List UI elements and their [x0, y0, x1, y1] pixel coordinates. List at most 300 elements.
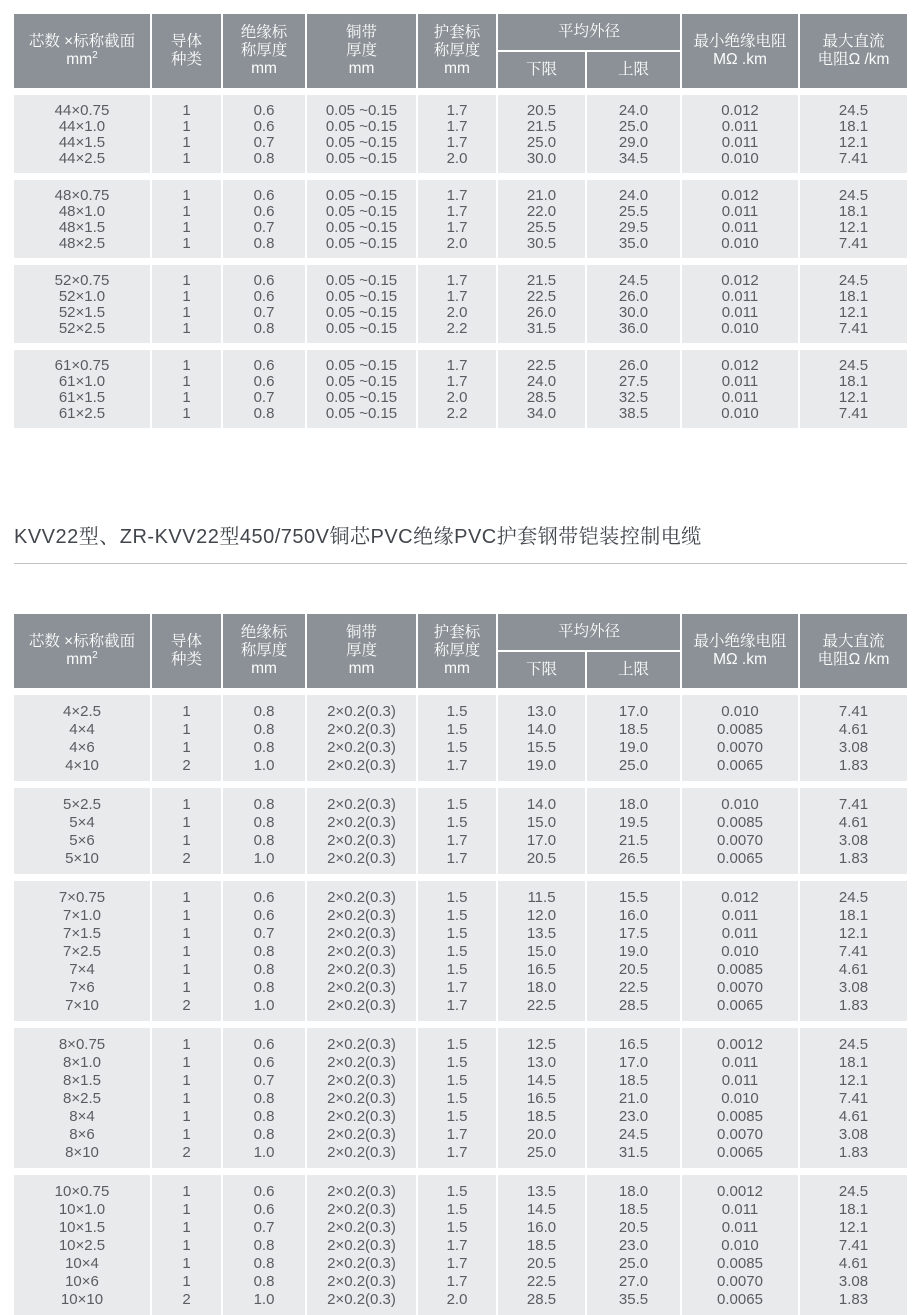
table-cell: 1 — [152, 813, 221, 831]
table-cell: 12.1 — [800, 304, 907, 320]
header-od-upper-limit: 上限 — [587, 652, 680, 688]
table-cell: 4×4 — [14, 720, 150, 738]
table-cell: 28.5 — [498, 1290, 585, 1315]
table-cell: 2×0.2(0.3) — [307, 942, 416, 960]
table-cell: 18.1 — [800, 203, 907, 219]
table-cell: 0.011 — [682, 203, 798, 219]
table-block — [14, 788, 907, 874]
table-cell: 2×0.2(0.3) — [307, 978, 416, 996]
table-cell: 0.0085 — [682, 1254, 798, 1272]
table-cell: 8×1.0 — [14, 1053, 150, 1071]
table-cell: 0.6 — [223, 1053, 305, 1071]
table-cell: 0.8 — [223, 1236, 305, 1254]
table-cell: 48×1.5 — [14, 219, 150, 235]
table-cell: 1.5 — [418, 906, 496, 924]
table-cell: 1.5 — [418, 788, 496, 813]
table-cell: 1.83 — [800, 996, 907, 1021]
table-cell: 7.41 — [800, 235, 907, 258]
table-cell: 30.5 — [498, 235, 585, 258]
table-cell: 0.05 ~0.15 — [307, 320, 416, 343]
table-cell: 0.0085 — [682, 960, 798, 978]
table-cell: 0.011 — [682, 1053, 798, 1071]
table-cell: 1.7 — [418, 1272, 496, 1290]
table-cell: 0.6 — [223, 1200, 305, 1218]
table-cell: 1.7 — [418, 134, 496, 150]
table-cell: 22.5 — [498, 288, 585, 304]
table-cell: 28.5 — [498, 389, 585, 405]
table-cell: 7.41 — [800, 1236, 907, 1254]
table-cell: 1 — [152, 288, 221, 304]
table-cell: 2×0.2(0.3) — [307, 756, 416, 781]
table-cell: 2×0.2(0.3) — [307, 813, 416, 831]
table-cell: 0.010 — [682, 788, 798, 813]
table-cell: 25.5 — [587, 203, 680, 219]
table-cell: 4.61 — [800, 813, 907, 831]
table-block — [14, 1028, 907, 1168]
table-cell: 0.011 — [682, 288, 798, 304]
table-cell: 24.5 — [800, 350, 907, 373]
table-cell: 0.6 — [223, 288, 305, 304]
table-cell: 12.5 — [498, 1028, 585, 1053]
table-cell: 31.5 — [587, 1143, 680, 1168]
table-cell: 2×0.2(0.3) — [307, 1125, 416, 1143]
table-cell: 18.0 — [498, 978, 585, 996]
table-cell: 18.1 — [800, 1053, 907, 1071]
table-cell: 2×0.2(0.3) — [307, 788, 416, 813]
table-cell: 0.6 — [223, 881, 305, 906]
table-cell: 13.0 — [498, 1053, 585, 1071]
table-cell: 24.5 — [800, 1028, 907, 1053]
header-max-dc-resistance: 最大直流 电阻Ω /km — [800, 14, 907, 88]
table-cell: 1 — [152, 695, 221, 720]
table-cell: 12.1 — [800, 924, 907, 942]
table-cell: 28.5 — [587, 996, 680, 1021]
table-cell: 0.7 — [223, 304, 305, 320]
table-cell: 35.0 — [587, 235, 680, 258]
header-conductor-type: 导体 种类 — [152, 14, 221, 88]
divider — [14, 563, 907, 564]
table-cell: 34.5 — [587, 150, 680, 173]
table-cell: 1 — [152, 265, 221, 288]
table-cell: 0.011 — [682, 1071, 798, 1089]
table-cell: 2 — [152, 849, 221, 874]
table-cell: 12.1 — [800, 389, 907, 405]
table-cell: 1.5 — [418, 1200, 496, 1218]
table-cell: 1 — [152, 942, 221, 960]
table-cell: 0.8 — [223, 1107, 305, 1125]
table-body — [14, 95, 907, 428]
table-cell: 1 — [152, 738, 221, 756]
table-block — [14, 1175, 907, 1315]
table-cell: 11.5 — [498, 881, 585, 906]
table-cell: 0.7 — [223, 1218, 305, 1236]
table-cell: 1.7 — [418, 1236, 496, 1254]
table-cell: 24.5 — [800, 881, 907, 906]
table-cell: 1.7 — [418, 180, 496, 203]
table-cell: 1.0 — [223, 756, 305, 781]
table-cell: 0.7 — [223, 1071, 305, 1089]
table-cell: 1 — [152, 1071, 221, 1089]
header-conductor-type: 导体 种类 — [152, 614, 221, 688]
table-cell: 2×0.2(0.3) — [307, 695, 416, 720]
table-cell: 2×0.2(0.3) — [307, 1290, 416, 1315]
table-cell: 1.7 — [418, 1125, 496, 1143]
table-cell: 24.0 — [587, 95, 680, 118]
table-cell: 1 — [152, 881, 221, 906]
table-cell: 4.61 — [800, 720, 907, 738]
table-cell: 1 — [152, 134, 221, 150]
table-cell: 2×0.2(0.3) — [307, 1218, 416, 1236]
spec-table-kvv22-armoured — [14, 614, 907, 1315]
table-cell: 1 — [152, 906, 221, 924]
table-cell: 18.5 — [498, 1107, 585, 1125]
table-cell: 0.0065 — [682, 1143, 798, 1168]
table-cell: 16.5 — [587, 1028, 680, 1053]
table-cell: 29.5 — [587, 219, 680, 235]
table-cell: 0.0085 — [682, 720, 798, 738]
table-cell: 12.0 — [498, 906, 585, 924]
table-cell: 0.012 — [682, 95, 798, 118]
table-cell: 0.010 — [682, 150, 798, 173]
table-cell: 2×0.2(0.3) — [307, 1107, 416, 1125]
table-cell: 0.011 — [682, 1218, 798, 1236]
table-cell: 2.0 — [418, 304, 496, 320]
table-cell: 25.0 — [587, 118, 680, 134]
table-cell: 1.5 — [418, 881, 496, 906]
header-min-insulation-resistance: 最小绝缘电阻 MΩ .km — [682, 14, 798, 88]
table-cell: 0.6 — [223, 373, 305, 389]
table-cell: 0.010 — [682, 942, 798, 960]
table-cell: 2×0.2(0.3) — [307, 1071, 416, 1089]
header-core-section: 芯数 ×标称截面 $mm^2$ — [14, 614, 150, 688]
table-cell: 17.0 — [587, 695, 680, 720]
table-cell: 1.5 — [418, 695, 496, 720]
table-cell: 19.5 — [587, 813, 680, 831]
table-cell: 1.0 — [223, 849, 305, 874]
table-cell: 1 — [152, 924, 221, 942]
header-max-dc-resistance: 最大直流 电阻Ω /km — [800, 614, 907, 688]
table-cell: 61×2.5 — [14, 405, 150, 428]
table-cell: 22.0 — [498, 203, 585, 219]
table-cell: 7.41 — [800, 942, 907, 960]
table-cell: 1.7 — [418, 203, 496, 219]
table-cell: 48×1.0 — [14, 203, 150, 219]
table-cell: 1.7 — [418, 756, 496, 781]
table-cell: 1 — [152, 150, 221, 173]
table-cell: 0.6 — [223, 180, 305, 203]
table-cell: 0.6 — [223, 350, 305, 373]
header-core-line1: 芯数 ×标称截面 — [28, 33, 136, 51]
table-cell: 4.61 — [800, 1254, 907, 1272]
table-cell: 5×6 — [14, 831, 150, 849]
table-cell: 22.5 — [587, 978, 680, 996]
table-cell: 1.5 — [418, 720, 496, 738]
table-cell: 21.5 — [587, 831, 680, 849]
table-cell: 2.2 — [418, 320, 496, 343]
header-od-upper-limit: 上限 — [587, 52, 680, 88]
table-cell: 48×2.5 — [14, 235, 150, 258]
table-cell: 1 — [152, 1053, 221, 1071]
table-cell: 2×0.2(0.3) — [307, 1028, 416, 1053]
table-cell: 4×2.5 — [14, 695, 150, 720]
table-cell: 0.7 — [223, 389, 305, 405]
table-cell: 0.8 — [223, 405, 305, 428]
table-cell: 10×0.75 — [14, 1175, 150, 1200]
header-copper-tape-thickness: 铜带 厚度 mm — [307, 614, 416, 688]
table-cell: 14.5 — [498, 1071, 585, 1089]
table-cell: 1.7 — [418, 849, 496, 874]
header-min-insulation-resistance: 最小绝缘电阻 MΩ .km — [682, 614, 798, 688]
table-cell: 0.011 — [682, 304, 798, 320]
table-cell: 1 — [152, 1089, 221, 1107]
table-cell: 1.5 — [418, 942, 496, 960]
table-cell: 1.7 — [418, 219, 496, 235]
table-cell: 25.5 — [498, 219, 585, 235]
table-cell: 27.5 — [587, 373, 680, 389]
table-cell: 1.5 — [418, 924, 496, 942]
table-cell: 0.8 — [223, 1125, 305, 1143]
table-cell: 1 — [152, 831, 221, 849]
table-cell: 2.0 — [418, 150, 496, 173]
table-cell: 1 — [152, 180, 221, 203]
table-cell: 14.5 — [498, 1200, 585, 1218]
table-cell: 0.0065 — [682, 1290, 798, 1315]
table-cell: 2×0.2(0.3) — [307, 996, 416, 1021]
table-cell: 4×10 — [14, 756, 150, 781]
table-cell: 0.6 — [223, 203, 305, 219]
table-cell: 3.08 — [800, 1125, 907, 1143]
table-cell: 0.05 ~0.15 — [307, 288, 416, 304]
table-cell: 7.41 — [800, 1089, 907, 1107]
header-sheath-thickness: 护套标 称厚度 mm — [418, 14, 496, 88]
table-cell: 1 — [152, 219, 221, 235]
table-cell: 2×0.2(0.3) — [307, 1053, 416, 1071]
table-cell: 8×1.5 — [14, 1071, 150, 1089]
table-cell: 2.0 — [418, 1290, 496, 1315]
table-cell: 1.5 — [418, 1089, 496, 1107]
table-cell: 0.8 — [223, 720, 305, 738]
table-cell: 1.7 — [418, 1143, 496, 1168]
table-cell: 23.0 — [587, 1236, 680, 1254]
table-cell: 52×2.5 — [14, 320, 150, 343]
table-cell: 7×6 — [14, 978, 150, 996]
header-average-od: 平均外径 — [498, 14, 680, 50]
table-cell: 20.5 — [587, 960, 680, 978]
table-cell: 2×0.2(0.3) — [307, 1143, 416, 1168]
table-cell: 21.5 — [498, 265, 585, 288]
table-cell: 2×0.2(0.3) — [307, 1200, 416, 1218]
table-cell: 1 — [152, 720, 221, 738]
table-cell: 17.0 — [587, 1053, 680, 1071]
table-cell: 0.010 — [682, 1236, 798, 1254]
table-cell: 0.05 ~0.15 — [307, 180, 416, 203]
table-cell: 29.0 — [587, 134, 680, 150]
table-cell: 0.8 — [223, 320, 305, 343]
table-cell: 0.05 ~0.15 — [307, 203, 416, 219]
table-cell: 0.8 — [223, 235, 305, 258]
table-cell: 7×4 — [14, 960, 150, 978]
table-cell: 0.05 ~0.15 — [307, 373, 416, 389]
table-cell: 1.7 — [418, 265, 496, 288]
table-cell: 1.83 — [800, 1143, 907, 1168]
table-cell: 61×1.5 — [14, 389, 150, 405]
table-cell: 1.5 — [418, 738, 496, 756]
table-cell: 22.5 — [498, 1272, 585, 1290]
header-copper-tape-thickness: 铜带 厚度 mm — [307, 14, 416, 88]
table-cell: 26.0 — [587, 350, 680, 373]
table-cell: 5×4 — [14, 813, 150, 831]
table-cell: 1 — [152, 1236, 221, 1254]
table-cell: 8×4 — [14, 1107, 150, 1125]
table-cell: 23.0 — [587, 1107, 680, 1125]
table-cell: 18.5 — [587, 1071, 680, 1089]
table-cell: 14.0 — [498, 720, 585, 738]
table-cell: 0.8 — [223, 788, 305, 813]
table-cell: 1.5 — [418, 1053, 496, 1071]
table-cell: 26.0 — [587, 288, 680, 304]
table-cell: 1.7 — [418, 1254, 496, 1272]
header-od-lower-limit: 下限 — [498, 52, 585, 88]
table-cell: 20.5 — [498, 1254, 585, 1272]
table-cell: 0.011 — [682, 1200, 798, 1218]
table-cell: 34.0 — [498, 405, 585, 428]
table-cell: 7.41 — [800, 150, 907, 173]
table-cell: 0.05 ~0.15 — [307, 389, 416, 405]
table-cell: 2×0.2(0.3) — [307, 881, 416, 906]
table-cell: 7×10 — [14, 996, 150, 1021]
table-cell: 1 — [152, 405, 221, 428]
table-cell: 0.010 — [682, 1089, 798, 1107]
table-cell: 2×0.2(0.3) — [307, 849, 416, 874]
table-cell: 24.5 — [800, 180, 907, 203]
table-cell: 1.5 — [418, 813, 496, 831]
table-cell: 19.0 — [587, 738, 680, 756]
table-cell: 0.011 — [682, 134, 798, 150]
table-cell: 0.0012 — [682, 1175, 798, 1200]
table-cell: 1 — [152, 1254, 221, 1272]
table-cell: 3.08 — [800, 738, 907, 756]
table-cell: 16.5 — [498, 1089, 585, 1107]
table-cell: 8×0.75 — [14, 1028, 150, 1053]
header-core-unit: $mm^2$ — [66, 49, 98, 68]
table-cell: 12.1 — [800, 134, 907, 150]
table-cell: 1.83 — [800, 1290, 907, 1315]
table-cell: 1.5 — [418, 1107, 496, 1125]
table-cell: 2.2 — [418, 405, 496, 428]
table-cell: 35.5 — [587, 1290, 680, 1315]
table-cell: 10×2.5 — [14, 1236, 150, 1254]
table-cell: 0.012 — [682, 265, 798, 288]
table-cell: 38.5 — [587, 405, 680, 428]
table-cell: 44×1.0 — [14, 118, 150, 134]
table-cell: 2×0.2(0.3) — [307, 1254, 416, 1272]
table-cell: 0.011 — [682, 924, 798, 942]
table-block — [14, 350, 907, 428]
table-block — [14, 695, 907, 781]
table-cell: 0.012 — [682, 881, 798, 906]
table-cell: 18.1 — [800, 373, 907, 389]
table-cell: 24.5 — [587, 265, 680, 288]
table-cell: 0.010 — [682, 320, 798, 343]
table-cell: 7×0.75 — [14, 881, 150, 906]
table-cell: 36.0 — [587, 320, 680, 343]
table-cell: 1.7 — [418, 831, 496, 849]
table-cell: 1 — [152, 978, 221, 996]
table-cell: 0.0070 — [682, 831, 798, 849]
table-cell: 4×6 — [14, 738, 150, 756]
table-cell: 2×0.2(0.3) — [307, 924, 416, 942]
header-od-lower-limit: 下限 — [498, 652, 585, 688]
table-cell: 0.6 — [223, 265, 305, 288]
table-cell: 44×2.5 — [14, 150, 150, 173]
table-cell: 13.0 — [498, 695, 585, 720]
table-cell: 15.0 — [498, 813, 585, 831]
table-cell: 0.0070 — [682, 738, 798, 756]
table-cell: 24.5 — [800, 1175, 907, 1200]
table-cell: 1 — [152, 788, 221, 813]
table-cell: 26.0 — [498, 304, 585, 320]
table-cell: 21.0 — [587, 1089, 680, 1107]
table-cell: 0.0085 — [682, 813, 798, 831]
table-cell: 2.0 — [418, 389, 496, 405]
table-cell: 0.05 ~0.15 — [307, 405, 416, 428]
table-cell: 0.8 — [223, 150, 305, 173]
table-cell: 0.8 — [223, 960, 305, 978]
table-cell: 22.5 — [498, 996, 585, 1021]
table-cell: 24.0 — [498, 373, 585, 389]
table-cell: 15.0 — [498, 942, 585, 960]
table-cell: 18.1 — [800, 906, 907, 924]
table-cell: 1.0 — [223, 1290, 305, 1315]
table-cell: 0.010 — [682, 695, 798, 720]
table-cell: 0.8 — [223, 1272, 305, 1290]
table-cell: 2×0.2(0.3) — [307, 831, 416, 849]
table-cell: 1.7 — [418, 996, 496, 1021]
table-cell: 26.5 — [587, 849, 680, 874]
table-cell: 32.5 — [587, 389, 680, 405]
table-cell: 3.08 — [800, 978, 907, 996]
table-cell: 15.5 — [587, 881, 680, 906]
table-cell: 0.8 — [223, 1254, 305, 1272]
table-cell: 1 — [152, 320, 221, 343]
table-cell: 10×10 — [14, 1290, 150, 1315]
header-insulation-thickness: 绝缘标 称厚度 mm — [223, 614, 305, 688]
table-cell: 25.0 — [587, 756, 680, 781]
table-cell: 0.6 — [223, 1028, 305, 1053]
table-cell: 19.0 — [498, 756, 585, 781]
table-cell: 1 — [152, 203, 221, 219]
table-cell: 1 — [152, 1218, 221, 1236]
table-cell: 19.0 — [587, 942, 680, 960]
table-cell: 1.7 — [418, 350, 496, 373]
table-cell: 0.6 — [223, 906, 305, 924]
table-cell: 25.0 — [498, 134, 585, 150]
table-cell: 1.5 — [418, 960, 496, 978]
table-cell: 0.8 — [223, 942, 305, 960]
table-cell: 13.5 — [498, 1175, 585, 1200]
table-cell: 0.8 — [223, 738, 305, 756]
table-cell: 10×1.0 — [14, 1200, 150, 1218]
table-cell: 5×2.5 — [14, 788, 150, 813]
table-cell: 0.8 — [223, 831, 305, 849]
table-cell: 2×0.2(0.3) — [307, 1236, 416, 1254]
table-cell: 52×0.75 — [14, 265, 150, 288]
table-cell: 3.08 — [800, 831, 907, 849]
table-cell: 24.5 — [587, 1125, 680, 1143]
table-cell: 2 — [152, 996, 221, 1021]
table-cell: 12.1 — [800, 1071, 907, 1089]
table-cell: 0.0085 — [682, 1107, 798, 1125]
